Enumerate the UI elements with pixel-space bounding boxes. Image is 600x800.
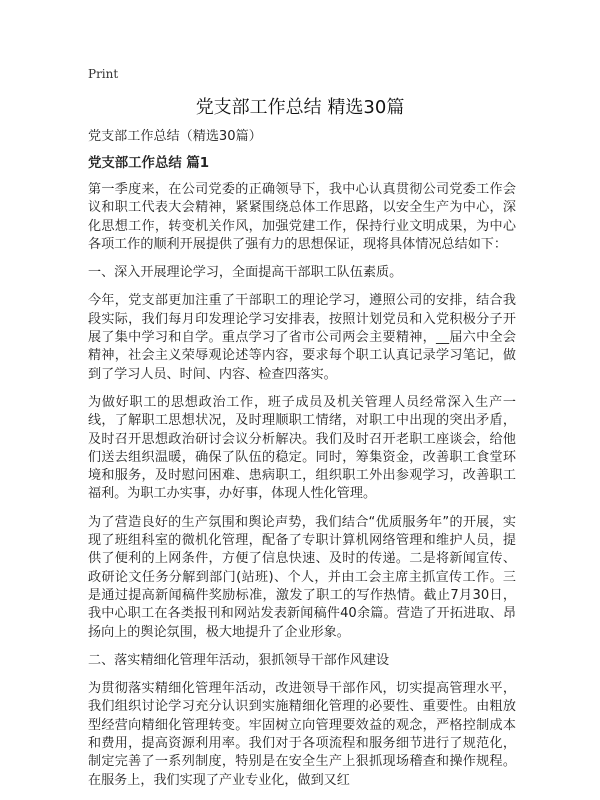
paragraph-publicity: 为了营造良好的生产氛围和舆论声势，我们结合“优质服务年”的开展，实现了班组科室的微机化管理，配备了专职计算机网络管理和维护人员，提供了便利的上网条件，方便了信息快速、及时的传递。二是将新闻宣传、政研论文任务分解到部门(站班)、个人，并由工会主席主抓宣传工作。三是通过提高新闻稿件奖励标准，激发了职工的写作热情。截止7月30日，我中心职工在各类报刊和网站发表新闻稿件40余篇。营造了开拓进取、昂扬向上的舆论氛围，极大地提升了企业形象。 <box>88 514 516 640</box>
paragraph-refined-management: 为贯彻落实精细化管理年活动，改进领导干部作风，切实提高管理水平，我们组织讨论学习充分认识到实施精细化管理的必要性、重要性。由粗放型经营向精细化管理转变。牢固树立向管理要效益的观念，严格控制成本和费用，提高资源利用率。我们对于各项流程和服务细节进行了规范化，制定完善了一系列制度，特别是在安全生产上狠抓现场稽查和操作规程。在服务上，我们实现了产业专业化，做到又红 <box>88 681 516 788</box>
paragraph-political-work: 为做好职工的思想政治工作，班子成员及机关管理人员经常深入生产一线，了解职工思想状况，及时理顺职工情绪，对职工中出现的突出矛盾，及时召开思想政治研讨会议分析解决。我们及时召开老职工座谈会，给他们送去组织温暖，确保了队伍的稳定。同时，筹集资金，改善职工食堂环境和服务，及时慰问困难、患病职工，组织职工外出参观学习，改善职工福利。为职工办实事，办好事，体现人性化管理。 <box>88 394 516 502</box>
section-heading: 党支部工作总结 篇1 <box>88 156 210 171</box>
paragraph-intro: 第一季度来，在公司党委的正确领导下，我中心认真贯彻公司党委工作会议和职工代表大会精神，紧紧围绕总体工作思路，以安全生产为中心，深化思想工作，转变机关作风，加强党建工作，保持行业文明成果，为中心各项工作的顺利开展提供了强有力的思想保证，现将具体情况总结如下： <box>88 182 516 252</box>
subheading-theory-study: 一、深入开展理论学习，全面提高干部职工队伍素质。 <box>88 265 403 281</box>
page-title: 党支部工作总结 精选30篇 <box>195 97 405 118</box>
paragraph-theory-study: 今年，党支部更加注重了干部职工的理论学习，遵照公司的安排，结合我段实际，我们每月印发理论学习安排表，按照计划党员和入党积极分子开展了集中学习和自学。重点学习了省市公司两会主要精神，__届六中全会精神，社会主义荣辱观论述等内容，要求每个职工认真记录学习笔记，做到了学习人员、时间、内容、检查四落实。 <box>88 293 516 382</box>
article-body <box>88 128 516 800</box>
subheading-refined-management: 二、落实精细化管理年活动，狠抓领导干部作风建设 <box>88 652 390 668</box>
article-subtitle: 党支部工作总结（精选30篇） <box>88 129 262 144</box>
print-link[interactable]: Print <box>88 67 119 81</box>
